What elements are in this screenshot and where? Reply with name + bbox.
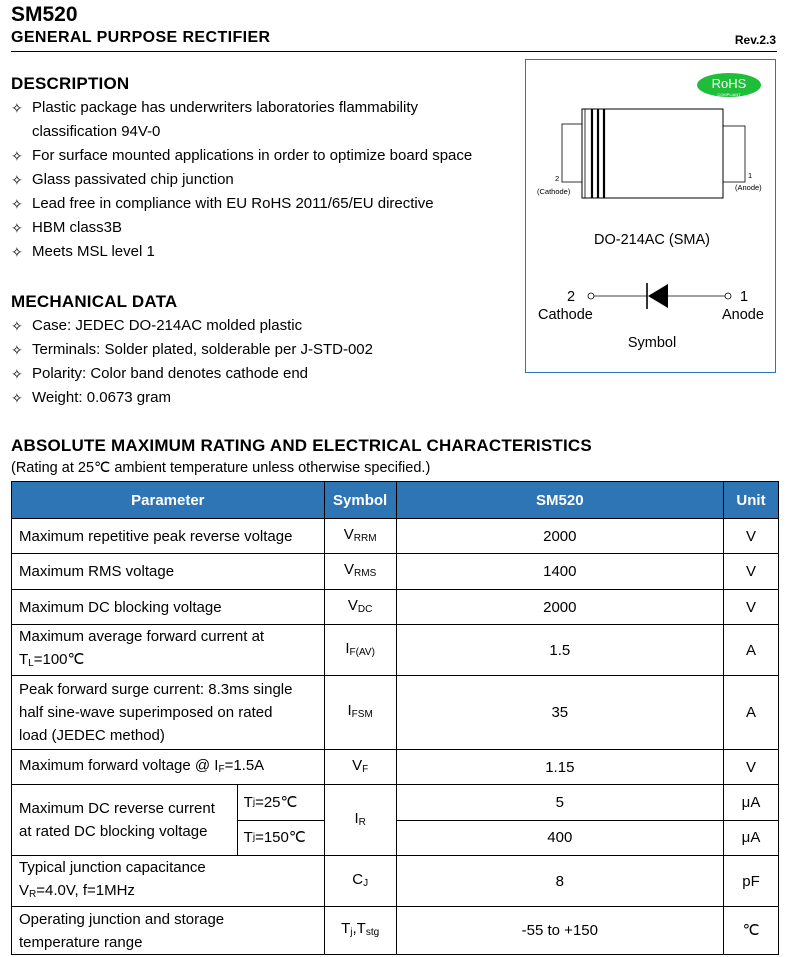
- table-row: [12, 519, 779, 554]
- value-cell: -55 to +150: [396, 907, 723, 955]
- bullet-icon: ✧: [11, 196, 23, 212]
- bullet-icon: ✧: [11, 366, 23, 382]
- list-item: ✧ Glass passivated chip junction: [11, 168, 472, 192]
- column-header-symbol: Symbol: [324, 482, 396, 519]
- package-name: DO-214AC (SMA): [593, 232, 711, 248]
- value-cell: 5: [396, 785, 723, 821]
- bullet-icon: ✧: [11, 220, 23, 236]
- pin2-number: 2: [555, 174, 560, 183]
- value-cell: 2000: [396, 519, 723, 554]
- parameter-cell: Maximum RMS voltage: [12, 554, 325, 590]
- header-divider: [11, 51, 777, 52]
- package-drawing: [526, 60, 777, 374]
- parameter-cell: Typical junction capacitance $V_R=4.0V$, f=1MHz: [12, 856, 325, 907]
- unit-cell: A: [724, 676, 779, 750]
- value-cell: 8: [396, 856, 723, 907]
- parameter-cell: Maximum DC blocking voltage: [12, 590, 325, 625]
- value-cell: 2000: [396, 590, 723, 625]
- rohs-badge-text: RoHS: [711, 76, 747, 91]
- bullet-icon: ✧: [11, 172, 23, 188]
- description-heading: DESCRIPTION: [11, 74, 130, 93]
- column-header-unit: Unit: [724, 482, 779, 519]
- symbol-anode-label: Anode: [722, 307, 764, 323]
- pin1-label: (Anode): [735, 183, 762, 192]
- unit-cell: pF: [724, 856, 779, 907]
- unit-cell: V: [724, 590, 779, 625]
- cathode-terminal: [562, 124, 584, 182]
- ir-condition-25c: T j =25℃: [238, 785, 324, 821]
- table-row: [12, 856, 779, 907]
- symbol-cell: $V_{RMS}$: [324, 554, 396, 590]
- list-item: ✧ Case: JEDEC DO-214AC molded plastic: [11, 314, 373, 338]
- unit-cell: V: [724, 519, 779, 554]
- table-row: [12, 750, 779, 785]
- list-item: ✧ Weight: 0.0673 gram: [11, 386, 373, 410]
- ir-param-line: at rated DC blocking voltage: [19, 823, 208, 840]
- symbol-cell: $V_{RRM}$: [324, 519, 396, 554]
- symbol-cell: $C_J$: [324, 856, 396, 907]
- list-item: ✧ HBM class3B: [11, 216, 472, 240]
- anode-terminal: [723, 126, 745, 182]
- list-item: classification 94V-0: [32, 123, 161, 140]
- symbol-terminal-icon: [725, 293, 731, 299]
- value-cell: 1400: [396, 554, 723, 590]
- bullet-icon: ✧: [11, 148, 23, 164]
- parameter-cell: Maximum forward voltage @ $I_F=1.5A$: [12, 750, 325, 785]
- table-row: [12, 554, 779, 590]
- ratings-table: [11, 481, 779, 955]
- unit-cell: V: [724, 750, 779, 785]
- bullet-icon: ✧: [11, 100, 23, 116]
- mechanical-heading: MECHANICAL DATA: [11, 292, 178, 311]
- parameter-cell: Maximum repetitive peak reverse voltage: [12, 519, 325, 554]
- table-row: [12, 676, 779, 750]
- unit-cell: V: [724, 554, 779, 590]
- table-row: [12, 625, 779, 676]
- bullet-icon: ✧: [11, 390, 23, 406]
- symbol-caption: Symbol: [627, 335, 677, 351]
- table-row: [12, 590, 779, 625]
- description-list: [11, 96, 472, 264]
- parameter-cell: Operating junction and storage temperature range: [12, 907, 325, 955]
- symbol-cell: $V_{DC}$: [324, 590, 396, 625]
- symbol-cell: $I_{F(AV)}$: [324, 625, 396, 676]
- rohs-badge-subtext: COMPLIANT: [717, 92, 741, 97]
- diode-triangle-icon: [648, 284, 668, 308]
- symbol-cell: $I_R$: [324, 785, 396, 856]
- column-header-parameter: Parameter: [12, 482, 325, 519]
- value-cell: 35: [396, 676, 723, 750]
- symbol-cell: $V_F$: [324, 750, 396, 785]
- value-cell: 1.15: [396, 750, 723, 785]
- list-item: ✧ Polarity: Color band denotes cathode end: [11, 362, 373, 386]
- unit-cell: μA: [724, 785, 779, 821]
- list-item: ✧ Plastic package has underwriters laboratories flammability: [11, 96, 472, 120]
- revision-label: Rev.2.3: [734, 33, 776, 47]
- symbol-cathode-label: Cathode: [538, 307, 593, 323]
- symbol-pin2-number: 2: [567, 289, 576, 305]
- table-row: [12, 907, 779, 955]
- parameter-cell: Peak forward surge current: 8.3ms single half sine-wave superimposed on rated load (JEDEC method): [12, 676, 325, 750]
- mechanical-list: [11, 314, 373, 410]
- part-number: SM520: [11, 3, 78, 26]
- table-row: [12, 785, 779, 821]
- bullet-icon: ✧: [11, 244, 23, 260]
- ratings-heading: ABSOLUTE MAXIMUM RATING AND ELECTRICAL CHARACTERISTICS: [11, 436, 592, 455]
- ir-condition-150c: T j =150℃: [243, 829, 306, 847]
- value-cell: 400: [396, 820, 723, 856]
- unit-cell: μA: [724, 820, 779, 856]
- package-figure: [525, 59, 776, 373]
- parameter-cell: [12, 785, 325, 856]
- parameter-cell: Maximum average forward current at $T_L=100℃$: [12, 625, 325, 676]
- column-header-value: SM520: [396, 482, 723, 519]
- symbol-terminal-icon: [588, 293, 594, 299]
- document-subtitle: GENERAL PURPOSE RECTIFIER: [11, 29, 271, 46]
- list-item: ✧ Lead free in compliance with EU RoHS 2011/65/EU directive: [11, 192, 472, 216]
- list-item: ✧ Meets MSL level 1: [11, 240, 472, 264]
- pin2-label: (Cathode): [537, 187, 571, 196]
- list-item: ✧ For surface mounted applications in order to optimize board space: [11, 144, 472, 168]
- unit-cell: ℃: [724, 907, 779, 955]
- ratings-note: (Rating at 25℃ ambient temperature unless otherwise specified.): [11, 460, 431, 476]
- bullet-icon: ✧: [11, 318, 23, 334]
- unit-cell: A: [724, 625, 779, 676]
- table-header-row: [12, 482, 779, 519]
- symbol-cell: $T_j,T_{stg}$: [324, 907, 396, 955]
- symbol-cell: $I_{FSM}$: [324, 676, 396, 750]
- symbol-pin1-number: 1: [740, 289, 749, 305]
- value-cell: 1.5: [396, 625, 723, 676]
- pin1-number: 1: [748, 171, 753, 180]
- list-item: ✧ Terminals: Solder plated, solderable per J-STD-002: [11, 338, 373, 362]
- bullet-icon: ✧: [11, 342, 23, 358]
- ir-param-line: Maximum DC reverse current: [19, 800, 215, 817]
